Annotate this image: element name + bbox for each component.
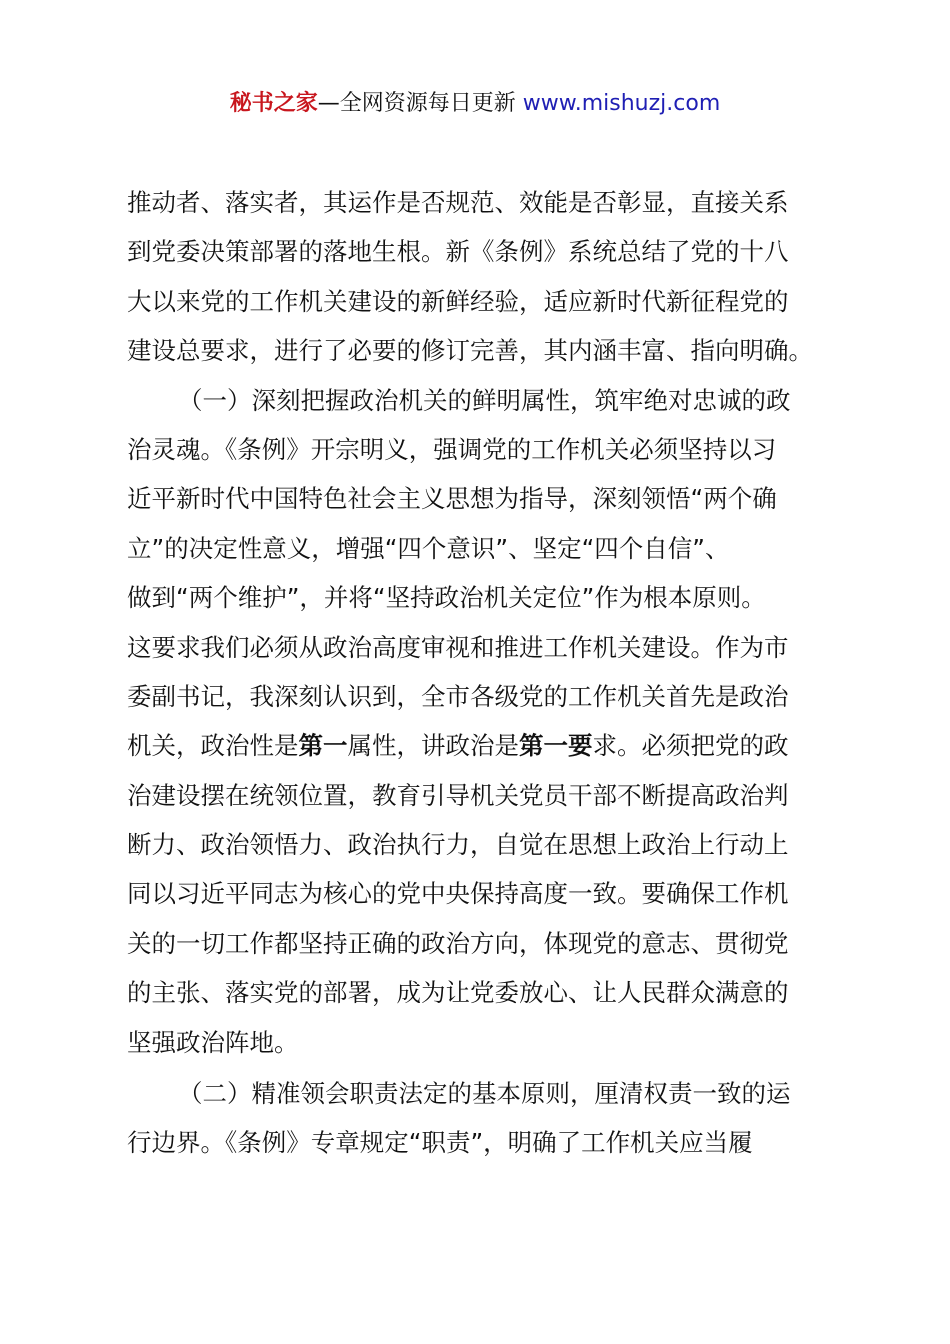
body-text: 属性，讲政治是 (347, 731, 519, 761)
bold-text: 第一要 (519, 731, 593, 761)
body-line: 近平新时代中国特色社会主义思想为指导，深刻领悟“两个确 (127, 484, 777, 514)
body-line-with-bold (127, 721, 837, 770)
site-slogan: —全网资源每日更新 (317, 91, 516, 116)
body-line: 委副书记，我深刻认识到，全市各级党的工作机关首先是政治 (127, 681, 789, 711)
body-line: 立”的决定性意义，增强“四个意识”、坚定“四个自信”、 (127, 533, 730, 563)
section-heading-line: （一）深刻把握政治机关的鲜明属性，筑牢绝对忠诚的政 (178, 385, 791, 415)
site-header (0, 86, 950, 122)
body-line: 行边界。《条例》专章规定“职责”，明确了工作机关应当履 (127, 1128, 753, 1158)
body-text: 求。必须把党的政 (592, 731, 789, 761)
body-line: 到党委决策部署的落地生根。新《条例》系统总结了党的十八 (127, 237, 789, 267)
body-text: 机关，政治性是 (127, 731, 299, 761)
body-line: 大以来党的工作机关建设的新鲜经验，适应新时代新征程党的 (127, 286, 789, 316)
body-line: 同以习近平同志为核心的党中央保持高度一致。要确保工作机 (127, 879, 789, 909)
body-line: 推动者、落实者，其运作是否规范、效能是否彰显，直接关系 (127, 188, 789, 217)
body-line: 断力、政治领悟力、政治执行力，自觉在思想上政治上行动上 (127, 830, 789, 860)
section-heading-line: （二）精准领会职责法定的基本原则，厘清权责一致的运 (178, 1079, 791, 1109)
document-body (127, 178, 837, 1168)
body-line: 关的一切工作都坚持正确的政治方向，体现党的意志、贯彻党 (127, 928, 789, 958)
bold-text: 第一 (298, 731, 348, 761)
body-line: 坚强政治阵地。 (127, 1027, 299, 1057)
body-line: 治灵魂。《条例》开宗明义，强调党的工作机关必须坚持以习 (127, 434, 777, 464)
body-line: 建设总要求，进行了必要的修订完善，其内涵丰富、指向明确。 (127, 336, 813, 366)
site-brand: 秘书之家 (229, 91, 318, 116)
body-line: 的主张、落实党的部署，成为让党委放心、让人民群众满意的 (127, 978, 789, 1008)
body-line: 做到“两个维护”，并将“坚持政治机关定位”作为根本原则。 (127, 583, 766, 613)
body-line: 治建设摆在统领位置，教育引导机关党员干部不断提高政治判 (127, 780, 789, 810)
body-line: 这要求我们必须从政治高度审视和推进工作机关建设。作为市 (127, 632, 789, 662)
site-url-link[interactable]: www.mishuzj.com (522, 91, 721, 116)
